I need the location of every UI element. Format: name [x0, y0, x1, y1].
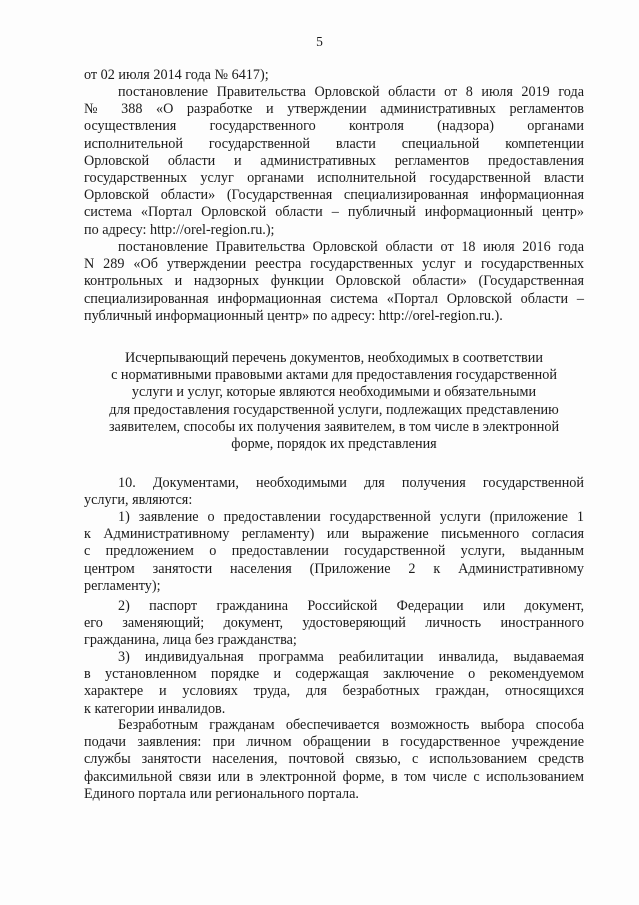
text-line: к Административному регламенту) или выражение письменного согласия	[84, 526, 584, 543]
text-line: N 289 «Об утверждении реестра государственных услуг и государственных	[84, 256, 584, 273]
text-line: осуществления государственного контроля (надзора) органами	[84, 118, 584, 135]
text-line: его заменяющий; документ, удостоверяющий личность иностранного	[84, 615, 584, 632]
text-line: 2) паспорт гражданина Российской Федерации или документ,	[118, 598, 584, 614]
text-line: в установленном порядке и содержащая заключение о рекомендуемом	[84, 666, 584, 683]
text-line: система «Портал Орловской области – публичный информационный центр»	[84, 204, 584, 221]
text-line: государственных услуг органами исполнительной государственной власти	[84, 170, 584, 187]
text-line: 1) заявление о предоставлении государственной услуги (приложение 1	[118, 509, 584, 525]
text-line: Орловской области» (Государственная специализированная информационная	[84, 187, 584, 204]
text-line: характере и условиях труда, для безработных граждан, относящихся	[84, 683, 584, 700]
text-line: Единого портала или регионального портала.	[84, 785, 359, 802]
text-line: подачи заявления: при личном обращении в государственное учреждение	[84, 734, 584, 751]
list-item-1	[84, 509, 584, 595]
list-item-3	[84, 649, 584, 718]
heading-line: для предоставления государственной услуги, подлежащих представлению	[109, 401, 559, 418]
text-line: услуги, являются:	[84, 492, 193, 509]
text-line: гражданина, лица без гражданства;	[84, 632, 297, 649]
text-line: к категории инвалидов.	[84, 700, 226, 717]
text-line: публичный информационный центр» по адресу: http://orel-region.ru.).	[84, 307, 503, 324]
text-line: Безработным гражданам обеспечивается возможность выбора способа	[118, 717, 584, 733]
heading-line: заявителем, способы их получения заявителем, в том числе в электронной	[108, 418, 560, 435]
text-line: исполнительной государственной власти специальной компетенции	[84, 135, 584, 152]
text-line: 3) индивидуальная программа реабилитации инвалида, выдаваемая	[118, 649, 584, 665]
text-line: с предложением о предоставлении государственной услуги, выданным	[84, 543, 584, 560]
text-line: от 02 июля 2014 года № 6417);	[84, 67, 269, 83]
text-line: центром занятости населения (Приложение 2 к Административному	[84, 560, 584, 577]
heading-line: с нормативными правовыми актами для предоставления государственной	[111, 367, 557, 384]
paragraph-decree-289	[84, 239, 584, 325]
paragraph-item-10	[84, 475, 584, 509]
text-line: постановление Правительства Орловской области от 8 июля 2019 года	[118, 84, 584, 100]
page-number: 5	[316, 34, 323, 49]
text-line: 10. Документами, необходимыми для получения государственной	[118, 475, 584, 491]
heading-line: Исчерпывающий перечень документов, необходимых в соответствии	[125, 350, 543, 366]
section-heading	[84, 350, 584, 453]
text-line: по адресу: http://orel-region.ru.);	[84, 221, 275, 238]
text-line: факсимильной связи или в электронной форме, в том числе с использованием	[84, 768, 584, 785]
text-line: постановление Правительства Орловской области от 18 июля 2016 года	[118, 239, 584, 255]
text-line: специализированная информационная система «Портал Орловской области –	[84, 290, 584, 307]
text-line: Орловской области и административных регламентов предоставления	[84, 152, 584, 169]
text-line: № 388 «О разработке и утверждении административных регламентов	[84, 101, 584, 118]
heading-line: услуги и услуг, которые являются необходимыми и обязательными	[131, 384, 537, 401]
heading-line: форме, порядок их представления	[231, 436, 437, 453]
list-item-2	[84, 598, 584, 650]
paragraph-submission-methods	[84, 717, 584, 803]
text-line: контрольных и надзорных функции Орловской области» (Государственная	[84, 273, 584, 290]
text-line: службы занятости населения, почтовой связью, с использованием средств	[84, 751, 584, 768]
paragraph-decree-388	[84, 84, 584, 239]
paragraph-continuation	[84, 67, 584, 84]
text-line: регламенту);	[84, 577, 161, 594]
